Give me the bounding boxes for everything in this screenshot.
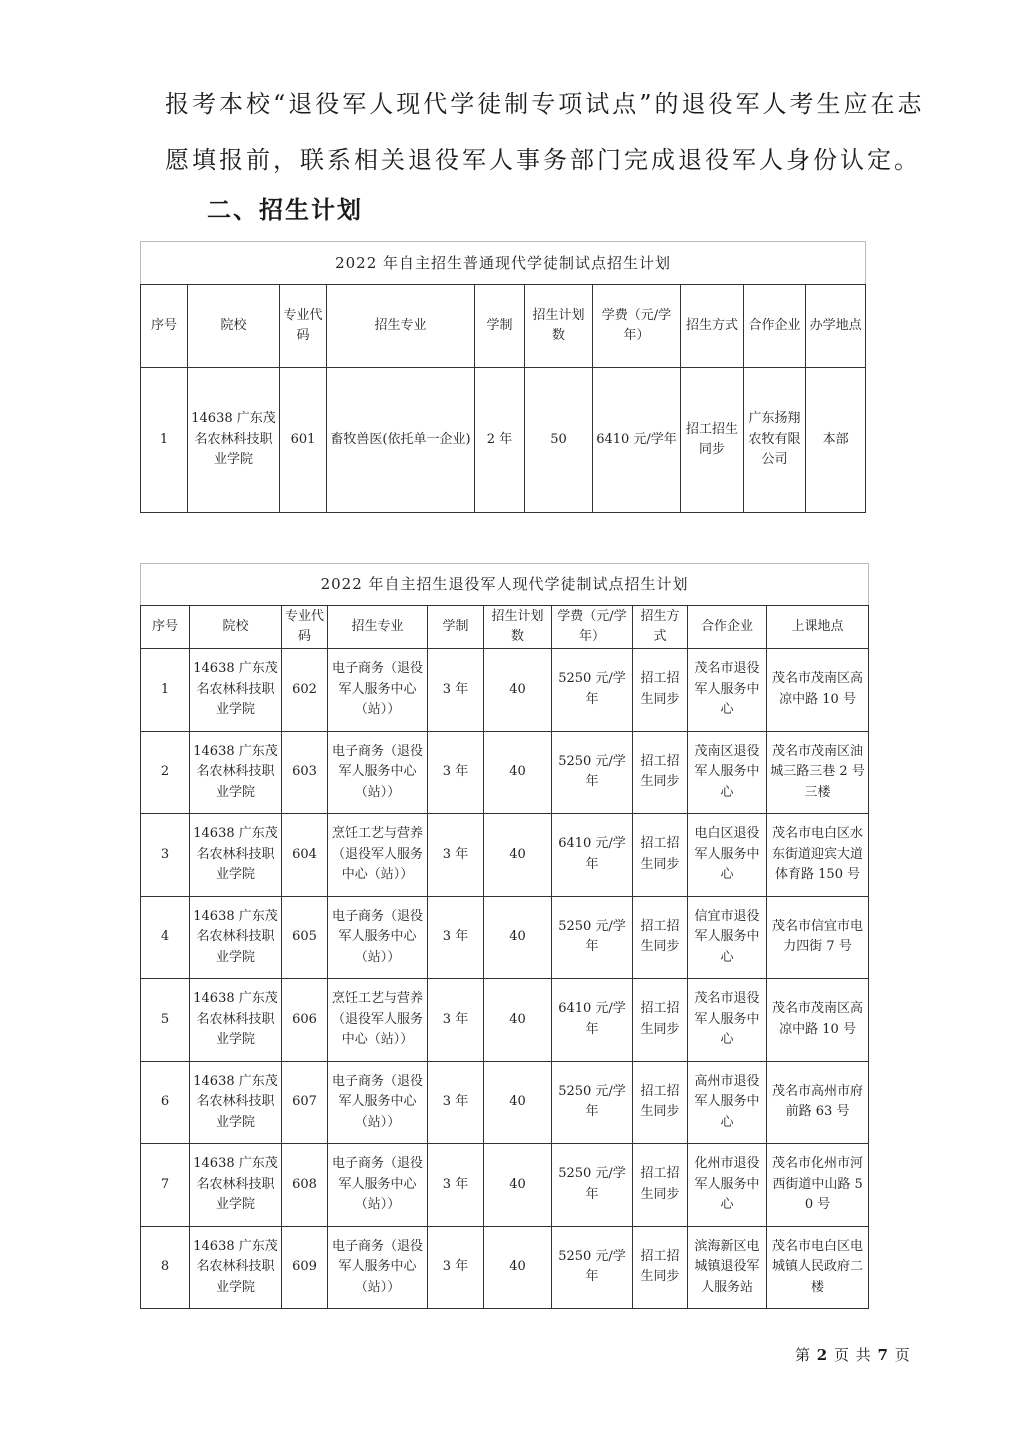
cell-school: 14638 广东茂名农林科技职业学院: [188, 368, 280, 513]
table-caption: 2022 年自主招生普通现代学徒制试点招生计划: [141, 242, 866, 285]
cell-location: 茂名市茂南区油城三路三巷 2 号三楼: [767, 731, 869, 814]
cell-partner: 高州市退役军人服务中心: [688, 1061, 767, 1144]
table-caption: 2022 年自主招生退役军人现代学徒制试点招生计划: [141, 564, 869, 606]
cell-tuition: 5250 元/学年: [552, 896, 633, 979]
cell-quota: 40: [484, 896, 552, 979]
cell-location: 茂名市电白区电城镇人民政府二楼: [767, 1226, 869, 1309]
cell-index: 7: [141, 1144, 190, 1227]
cell-index: 1: [141, 649, 190, 732]
cell-school: 14638 广东茂名农林科技职业学院: [190, 979, 282, 1062]
cell-major: 烹饪工艺与营养（退役军人服务中心（站））: [328, 814, 428, 897]
intro-paragraph-line-2: 愿填报前，联系相关退役军人事务部门完成退役军人身份认定。: [165, 146, 921, 174]
table-row: [141, 368, 866, 513]
cell-location: 本部: [806, 368, 866, 513]
header-cell: 序号: [141, 285, 188, 368]
cell-index: 8: [141, 1226, 190, 1309]
cell-major-code: 603: [282, 731, 328, 814]
cell-tuition: 5250 元/学年: [552, 1061, 633, 1144]
cell-method: 招工招生同步: [633, 814, 688, 897]
cell-tuition: 5250 元/学年: [552, 1226, 633, 1309]
cell-duration: 3 年: [428, 1144, 484, 1227]
cell-duration: 3 年: [428, 1061, 484, 1144]
header-cell: 上课地点: [767, 606, 869, 649]
header-cell: 合作企业: [744, 285, 806, 368]
cell-quota: 40: [484, 1144, 552, 1227]
header-cell: 学费（元/学年）: [552, 606, 633, 649]
table-row: [141, 1061, 869, 1144]
table-row: [141, 1226, 869, 1309]
cell-method: 招工招生同步: [633, 1144, 688, 1227]
cell-quota: 40: [484, 731, 552, 814]
page-number-current: 2: [816, 1346, 829, 1364]
table-row: [141, 979, 869, 1062]
cell-location: 茂名市信宜市电力四街 7 号: [767, 896, 869, 979]
header-cell: 院校: [188, 285, 280, 368]
cell-partner: 电白区退役军人服务中心: [688, 814, 767, 897]
cell-school: 14638 广东茂名农林科技职业学院: [190, 896, 282, 979]
header-cell: 招生计划数: [525, 285, 593, 368]
cell-index: 1: [141, 368, 188, 513]
cell-duration: 3 年: [428, 979, 484, 1062]
header-cell: 招生方式: [633, 606, 688, 649]
table-header-row: [141, 285, 866, 368]
cell-major-code: 601: [280, 368, 327, 513]
cell-partner: 茂名市退役军人服务中心: [688, 979, 767, 1062]
cell-major: 电子商务（退役军人服务中心（站））: [328, 731, 428, 814]
cell-partner: 茂名市退役军人服务中心: [688, 649, 767, 732]
cell-school: 14638 广东茂名农林科技职业学院: [190, 731, 282, 814]
cell-partner: 广东扬翔农牧有限公司: [744, 368, 806, 513]
cell-duration: 3 年: [428, 814, 484, 897]
header-cell: 招生计划数: [484, 606, 552, 649]
page-number-suffix: 页: [888, 1346, 911, 1364]
cell-quota: 40: [484, 1061, 552, 1144]
cell-major-code: 606: [282, 979, 328, 1062]
header-cell: 招生专业: [327, 285, 475, 368]
page-number-prefix: 第: [795, 1346, 817, 1364]
cell-major: 电子商务（退役军人服务中心（站））: [328, 649, 428, 732]
cell-index: 3: [141, 814, 190, 897]
cell-tuition: 6410 元/学年: [593, 368, 681, 513]
veteran-apprenticeship-plan-table: [140, 563, 869, 1309]
cell-index: 6: [141, 1061, 190, 1144]
table-row: [141, 731, 869, 814]
cell-tuition: 5250 元/学年: [552, 731, 633, 814]
cell-major-code: 604: [282, 814, 328, 897]
cell-method: 招工招生同步: [633, 731, 688, 814]
cell-major: 电子商务（退役军人服务中心（站））: [328, 1061, 428, 1144]
cell-method: 招工招生同步: [681, 368, 744, 513]
cell-duration: 3 年: [428, 731, 484, 814]
cell-index: 4: [141, 896, 190, 979]
cell-method: 招工招生同步: [633, 649, 688, 732]
header-cell: 序号: [141, 606, 190, 649]
regular-apprenticeship-plan-table: [140, 241, 866, 513]
cell-quota: 40: [484, 814, 552, 897]
header-cell: 专业代码: [282, 606, 328, 649]
table-row: [141, 896, 869, 979]
section-title: 二、招生计划: [207, 196, 363, 224]
header-cell: 学制: [428, 606, 484, 649]
cell-duration: 2 年: [475, 368, 525, 513]
cell-school: 14638 广东茂名农林科技职业学院: [190, 1144, 282, 1227]
cell-major-code: 602: [282, 649, 328, 732]
cell-duration: 3 年: [428, 1226, 484, 1309]
cell-major: 电子商务（退役军人服务中心（站））: [328, 1226, 428, 1309]
cell-tuition: 5250 元/学年: [552, 649, 633, 732]
cell-partner: 滨海新区电城镇退役军人服务站: [688, 1226, 767, 1309]
cell-location: 茂名市高州市府前路 63 号: [767, 1061, 869, 1144]
header-cell: 办学地点: [806, 285, 866, 368]
cell-partner: 信宜市退役军人服务中心: [688, 896, 767, 979]
cell-location: 茂名市茂南区高凉中路 10 号: [767, 979, 869, 1062]
table-row: [141, 1144, 869, 1227]
cell-major: 电子商务（退役军人服务中心（站））: [328, 896, 428, 979]
cell-duration: 3 年: [428, 649, 484, 732]
header-cell: 招生方式: [681, 285, 744, 368]
cell-method: 招工招生同步: [633, 896, 688, 979]
page-number-total: 7: [877, 1346, 889, 1364]
cell-index: 5: [141, 979, 190, 1062]
cell-location: 茂名市电白区水东街道迎宾大道体育路 150 号: [767, 814, 869, 897]
page-number: [795, 1344, 911, 1365]
cell-location: 茂名市茂南区高凉中路 10 号: [767, 649, 869, 732]
header-cell: 专业代码: [280, 285, 327, 368]
cell-partner: 化州市退役军人服务中心: [688, 1144, 767, 1227]
cell-major: 烹饪工艺与营养（退役军人服务中心（站））: [328, 979, 428, 1062]
table-row: [141, 649, 869, 732]
cell-quota: 50: [525, 368, 593, 513]
header-cell: 合作企业: [688, 606, 767, 649]
cell-partner: 茂南区退役军人服务中心: [688, 731, 767, 814]
intro-paragraph-line-1: 报考本校“退役军人现代学徒制专项试点”的退役军人考生应在志: [165, 90, 925, 118]
cell-school: 14638 广东茂名农林科技职业学院: [190, 1226, 282, 1309]
cell-major: 畜牧兽医(依托单一企业): [327, 368, 475, 513]
cell-major: 电子商务（退役军人服务中心（站））: [328, 1144, 428, 1227]
cell-tuition: 5250 元/学年: [552, 1144, 633, 1227]
page-number-middle: 页 共: [828, 1346, 878, 1364]
cell-quota: 40: [484, 1226, 552, 1309]
cell-school: 14638 广东茂名农林科技职业学院: [190, 649, 282, 732]
cell-method: 招工招生同步: [633, 979, 688, 1062]
cell-duration: 3 年: [428, 896, 484, 979]
cell-index: 2: [141, 731, 190, 814]
table-row: [141, 814, 869, 897]
header-cell: 招生专业: [328, 606, 428, 649]
cell-tuition: 6410 元/学年: [552, 814, 633, 897]
table-header-row: [141, 606, 869, 649]
cell-major-code: 609: [282, 1226, 328, 1309]
header-cell: 学费（元/学年）: [593, 285, 681, 368]
cell-tuition: 6410 元/学年: [552, 979, 633, 1062]
header-cell: 院校: [190, 606, 282, 649]
cell-major-code: 605: [282, 896, 328, 979]
cell-school: 14638 广东茂名农林科技职业学院: [190, 1061, 282, 1144]
cell-school: 14638 广东茂名农林科技职业学院: [190, 814, 282, 897]
header-cell: 学制: [475, 285, 525, 368]
cell-major-code: 608: [282, 1144, 328, 1227]
cell-location: 茂名市化州市河西街道中山路 50 号: [767, 1144, 869, 1227]
cell-quota: 40: [484, 979, 552, 1062]
cell-major-code: 607: [282, 1061, 328, 1144]
cell-quota: 40: [484, 649, 552, 732]
cell-method: 招工招生同步: [633, 1226, 688, 1309]
cell-method: 招工招生同步: [633, 1061, 688, 1144]
